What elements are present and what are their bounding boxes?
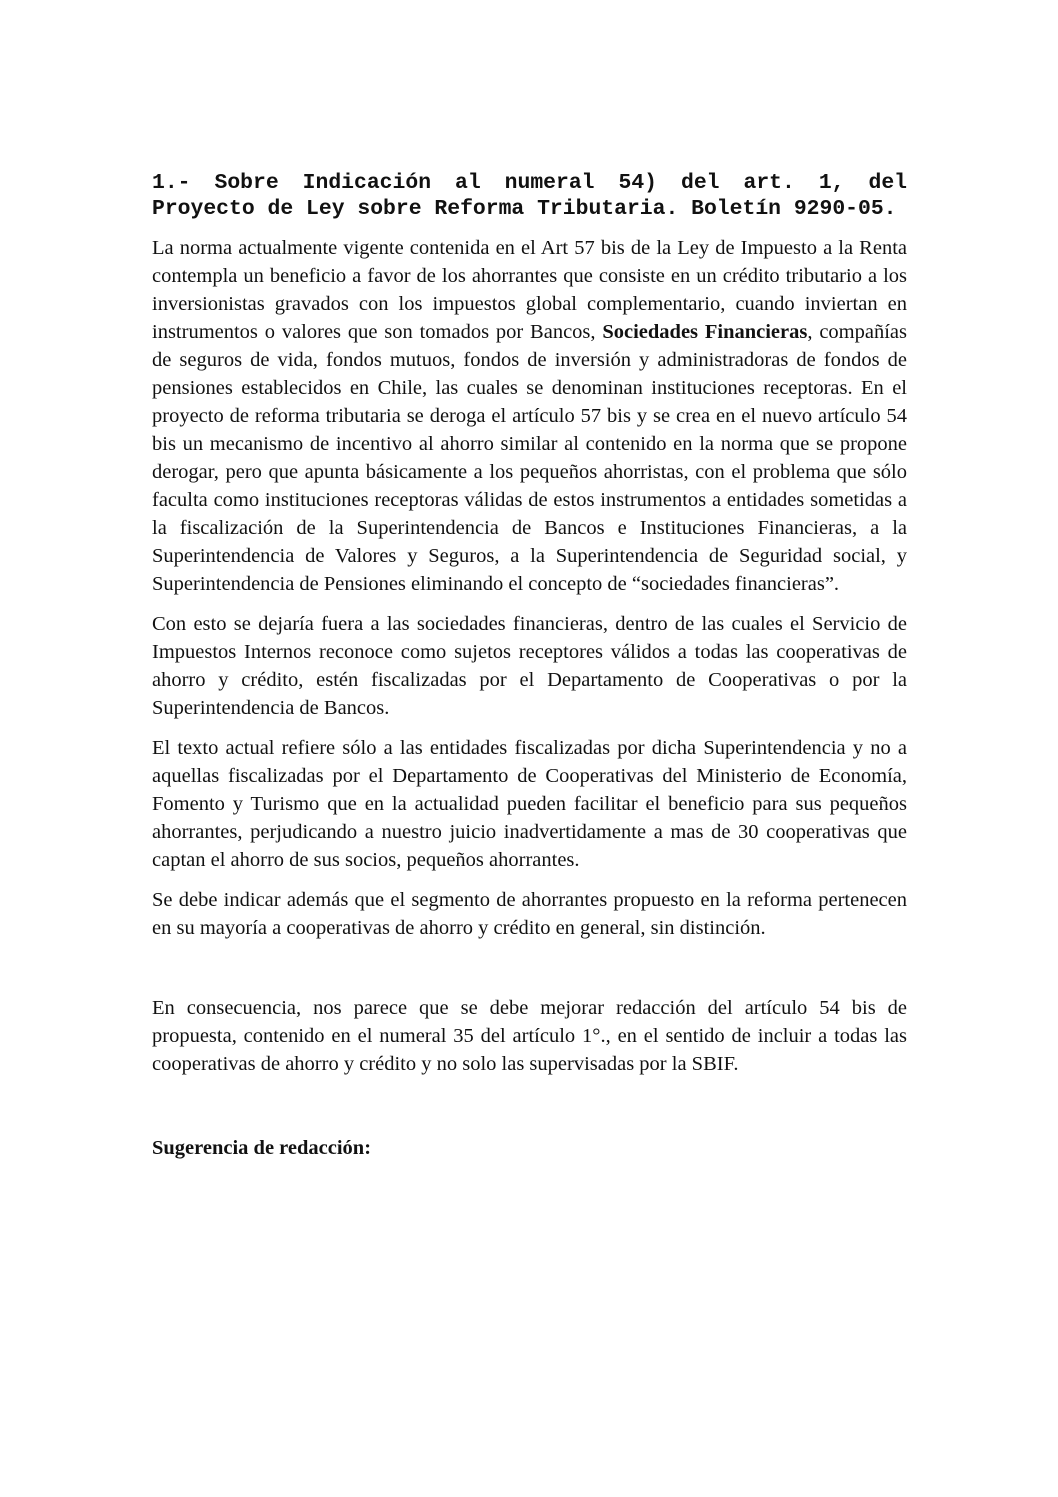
paragraph-3: El texto actual refiere sólo a las entidades fiscalizadas por dicha Superintendencia y no a aquellas fiscalizadas por el Departamento de Cooperativas del Ministerio de Economía, Fomento y Turismo que en la actualidad pueden facilitar el beneficio para sus pequeños ahorrantes, perjudicando a nuestro juicio inadvertidamente a mas de 30 cooperativas que captan el ahorro de sus socios, pequeños ahorrantes. xyxy=(152,737,907,871)
paragraph-1-text-a: La norma actualmente vigente contenida en el Art 57 bis de la Ley de Impuesto a la Renta contempla un beneficio a favor de los ahorrantes que consiste en un crédito tributario a los inversionistas gravados con los impuestos global complementario, cuando inviertan en instrumentos o valores que son tomados por Bancos, xyxy=(152,237,907,343)
paragraph-1-bold-term: Sociedades Financieras xyxy=(602,321,808,343)
paragraph-5: En consecuencia, nos parece que se debe mejorar redacción del artículo 54 bis de propuesta, contenido en el numeral 35 del artículo 1°., en el sentido de incluir a todas las cooperativas de ahorro y crédito y no solo las supervisadas por la SBIF. xyxy=(152,997,907,1075)
paragraph-4: Se debe indicar además que el segmento de ahorrantes propuesto en la reforma pertenecen en su mayoría a cooperativas de ahorro y crédito en general, sin distinción. xyxy=(152,889,907,939)
section-heading: 1.- Sobre Indicación al numeral 54) del art. 1, del Proyecto de Ley sobre Reforma Tributaria. Boletín 9290-05. xyxy=(152,171,907,221)
paragraph-2: Con esto se dejaría fuera a las sociedades financieras, dentro de las cuales el Servicio de Impuestos Internos reconoce como sujetos receptores válidos a todas las cooperativas de ahorro y crédito, estén fiscalizadas por el Departamento de Cooperativas o por la Superintendencia de Bancos. xyxy=(152,613,907,719)
suggestion-heading: Sugerencia de redacción: xyxy=(152,1137,372,1159)
paragraph-1-text-b: , compañías de seguros de vida, fondos mutuos, fondos de inversión y administradoras de fondos de pensiones establecidos en Chile, las cuales se denominan instituciones receptoras. En el proyecto de reforma tributaria se deroga el artículo 57 bis y se crea en el nuevo artículo 54 bis un mecanismo de incentivo al ahorro similar al contenido en la norma que se propone derogar, pero que apunta básicamente a los pequeños ahorristas, con el problema que sólo faculta como instituciones receptoras válidas de estos instrumentos a entidades sometidas a la fiscalización de la Superintendencia de Bancos e Instituciones Financieras, a la Superintendencia de Valores y Seguros, a la Superintendencia de Seguridad social, y Superintendencia de Pensiones eliminando el concepto de “sociedades financieras”. xyxy=(152,321,907,595)
document-page xyxy=(152,170,907,1162)
paragraph-1 xyxy=(152,234,907,598)
